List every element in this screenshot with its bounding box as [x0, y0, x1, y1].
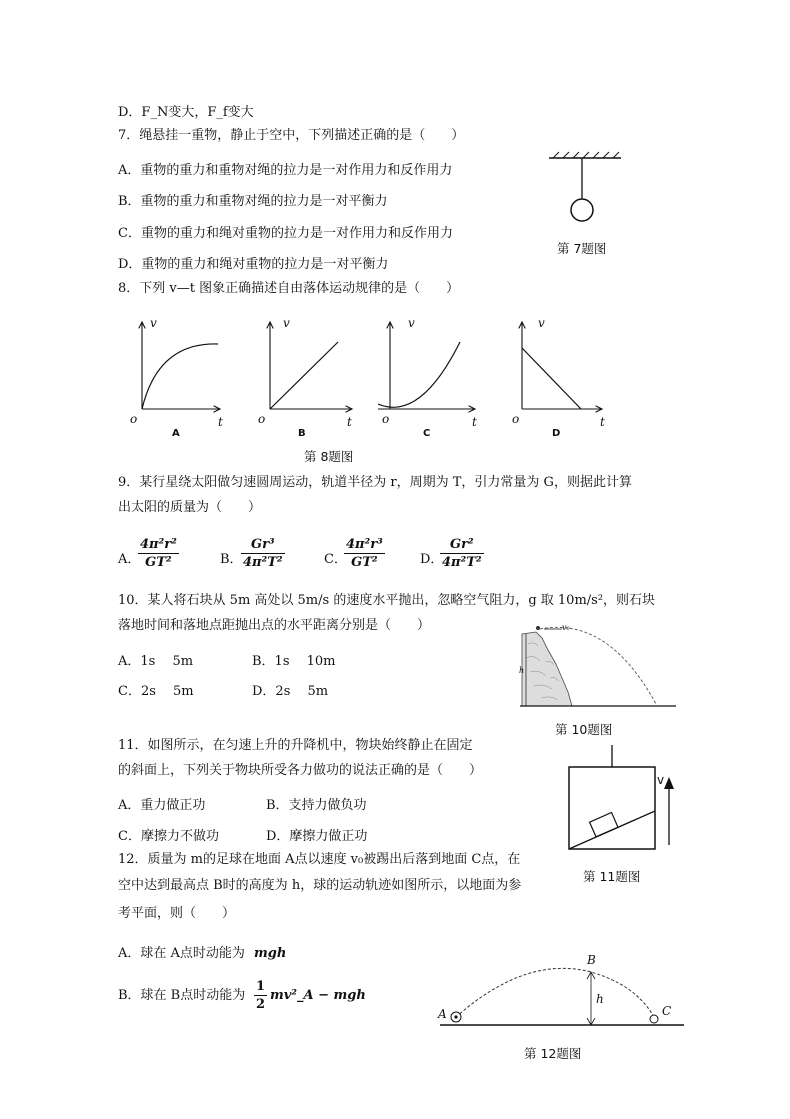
q10-caption: 第 10题图: [555, 722, 613, 737]
q10-h-label: h: [519, 666, 525, 675]
q9-option-a-den: GT²: [145, 555, 172, 570]
q10-option-a: A．1s 5m: [118, 654, 194, 669]
q8-c-t-label: t: [472, 415, 477, 429]
q6-option-d: D．F_N变大，F_f变大: [118, 105, 254, 120]
q8-a-v-label: v: [150, 316, 157, 330]
q9-option-d-num: Gr²: [440, 536, 484, 554]
q8-stem: 8．下列 v—t 图象正确描述自由落体运动规律的是（ ）: [118, 281, 460, 296]
q8-b-v-label: v: [283, 316, 290, 330]
q12-figure: [436, 955, 686, 1030]
q9-option-c-label: C．: [324, 552, 347, 567]
q11-v-label: v: [657, 773, 665, 787]
q10-figure: [518, 620, 678, 710]
q9-option-b-num: Gr³: [241, 536, 285, 554]
q12-option-a-text: A．球在 A点时动能为: [118, 946, 245, 961]
q8-d-origin: o: [512, 412, 520, 426]
q9-option-d-den: 4π²T²: [442, 555, 482, 570]
q9-stem-line2: 出太阳的质量为（ ）: [118, 500, 262, 515]
q12-option-b-text: B．球在 B点时动能为: [118, 988, 246, 1003]
q8-c-v-label: v: [408, 316, 415, 330]
q11-option-a: A．重力做正功: [118, 798, 206, 813]
q8-d-t-label: t: [600, 415, 605, 429]
q12-stem-line2: 空中达到最高点 B时的高度为 h，球的运动轨迹如图所示，以地面为参: [118, 878, 522, 893]
q8-b-label: B: [298, 428, 306, 439]
q12-label-b: B: [587, 953, 596, 967]
q9-option-c-fraction: [344, 536, 385, 571]
q8-graph-b: [270, 322, 352, 409]
q8-a-t-label: t: [218, 415, 223, 429]
q11-figure: [565, 745, 685, 860]
q12-option-b-fraction: [254, 978, 267, 1013]
q10-option-b: B．1s 10m: [252, 654, 336, 669]
q7-option-d: D．重物的重力和绳对重物的拉力是一对平衡力: [118, 257, 389, 272]
q9-option-a-fraction: [138, 536, 179, 571]
q9-stem-line1: 9．某行星绕太阳做匀速圆周运动，轨道半径为 r，周期为 T，引力常量为 G，则据此计算: [118, 475, 632, 490]
q8-graph-c: [378, 322, 475, 409]
q11-stem-line2: 的斜面上，下列关于物块所受各力做功的说法正确的是（ ）: [118, 763, 483, 778]
q7-figure: [545, 150, 625, 230]
q7-caption: 第 7题图: [557, 241, 607, 256]
q9-option-b-label: B．: [220, 552, 243, 567]
q12-option-b-den: 2: [256, 997, 266, 1012]
q8-d-label: D: [552, 428, 561, 439]
q8-figure: [120, 312, 620, 442]
q12-label-a: A: [438, 1007, 447, 1021]
q9-option-a-num: 4π²r²: [140, 537, 177, 552]
q9-option-b-fraction: [241, 536, 285, 571]
q11-stem-line1: 11．如图所示，在匀速上升的升降机中，物块始终静止在固定: [118, 738, 473, 753]
q12-option-b-num: 1: [256, 979, 266, 994]
q12-caption: 第 12题图: [524, 1046, 582, 1061]
q7-stem: 7．绳悬挂一重物，静止于空中，下列描述正确的是（ ）: [118, 128, 465, 143]
q12-stem-line3: 考平面，则（ ）: [118, 906, 236, 921]
q12-stem-line1: 12．质量为 m的足球在地面 A点以速度 v₀被踢出后落到地面 C点，在: [118, 852, 521, 867]
q12-option-b-expr: mv²_A − mgh: [270, 988, 366, 1003]
q8-b-origin: o: [258, 412, 266, 426]
q8-b-t-label: t: [347, 415, 352, 429]
q7-option-a: A．重物的重力和重物对绳的拉力是一对作用力和反作用力: [118, 163, 453, 178]
q8-c-origin: o: [382, 412, 390, 426]
q9-option-c-den: GT²: [351, 555, 378, 570]
q11-option-c: C．摩擦力不做功: [118, 829, 219, 844]
q8-d-v-label: v: [538, 316, 545, 330]
q8-a-origin: o: [130, 412, 138, 426]
q10-option-c: C．2s 5m: [118, 684, 194, 699]
q9-option-d-fraction: [440, 536, 484, 571]
q10-stem-line1: 10．某人将石块从 5m 高处以 5m/s 的速度水平抛出，忽略空气阻力，g 取 10m/s²，则石块: [118, 593, 656, 608]
q8-c-label: C: [423, 428, 431, 439]
q7-option-b: B．重物的重力和重物对绳的拉力是一对平衡力: [118, 194, 388, 209]
q11-caption: 第 11题图: [583, 869, 641, 884]
q10-option-d: D．2s 5m: [252, 684, 329, 699]
q9-option-b-den: 4π²T²: [243, 555, 283, 570]
q10-v0-label: v₀: [562, 623, 570, 632]
q12-label-c: C: [662, 1004, 672, 1018]
q12-option-a-expr: mgh: [254, 946, 287, 961]
q9-option-c-num: 4π²r³: [346, 537, 383, 552]
q11-option-d: D．摩擦力做正功: [266, 829, 368, 844]
q8-caption: 第 8题图: [304, 449, 354, 464]
q9-option-d-label: D．: [420, 552, 444, 567]
q11-option-b: B．支持力做负功: [266, 798, 367, 813]
q7-option-c: C．重物的重力和绳对重物的拉力是一对作用力和反作用力: [118, 226, 453, 241]
q10-stem-line2: 落地时间和落地点距抛出点的水平距离分别是（ ）: [118, 618, 431, 633]
q8-graph-a: [142, 322, 220, 409]
q8-a-label: A: [172, 428, 180, 439]
q9-option-a-label: A．: [118, 552, 141, 567]
q12-label-h: h: [596, 992, 604, 1006]
q8-graph-d: [522, 322, 602, 409]
